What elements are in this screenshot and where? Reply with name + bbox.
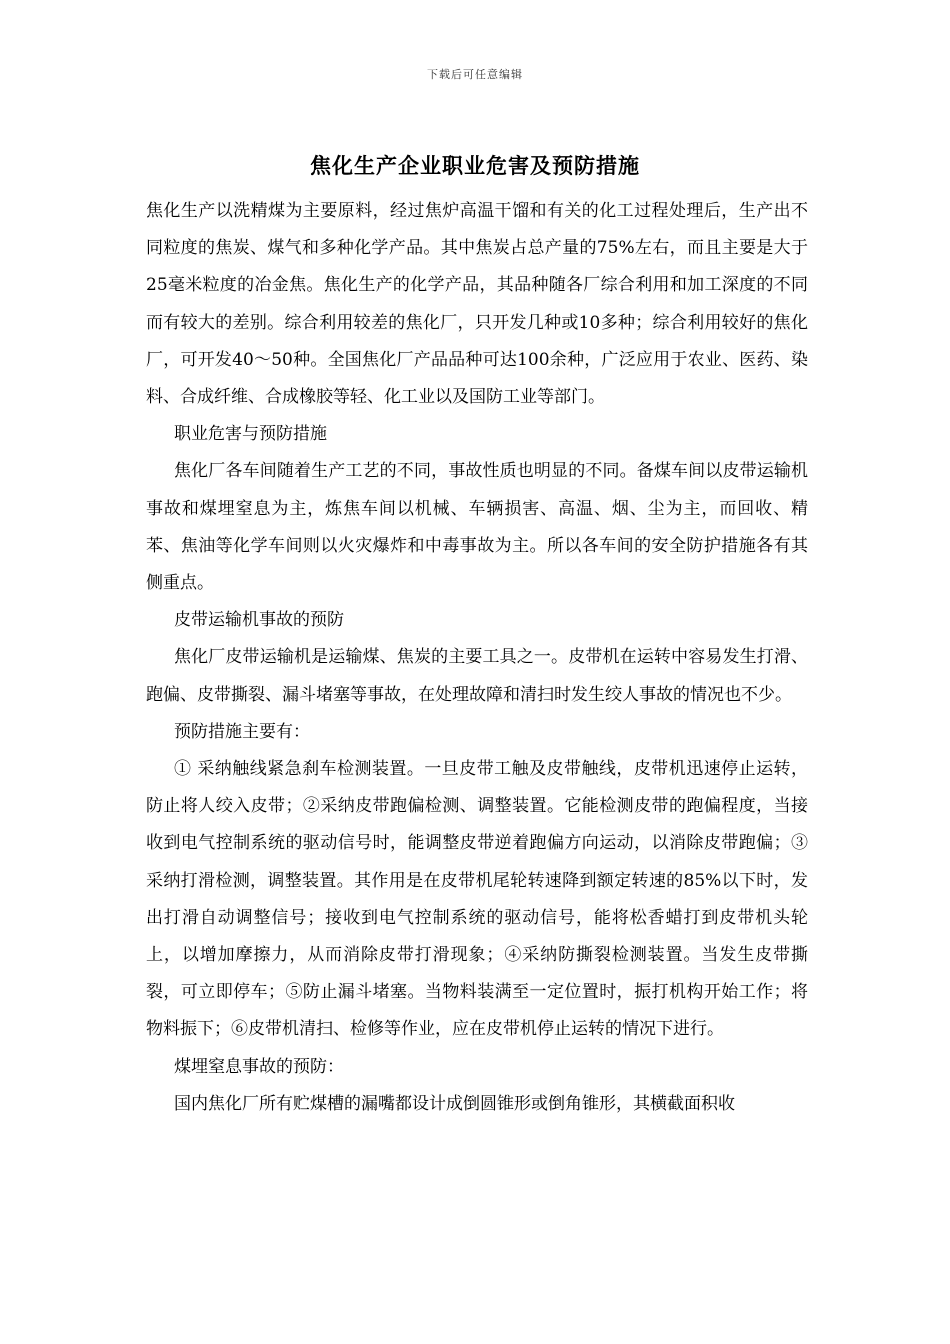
header-note: 下载后可任意编辑 (427, 68, 523, 81)
section-heading-hazards: 职业危害与预防措施 (174, 424, 327, 445)
document-body (146, 193, 808, 1123)
paragraph-workshops: 焦化厂各车间随着生产工艺的不同，事故性质也明显的不同。备煤车间以皮带运输机事故和煤埋窒息为主，炼焦车间以机械、车辆损害、高温、烟、尘为主，而回收、精苯、焦油等化学车间则以火灾爆炸和中毒事故为主。所以各车间的安全防护措施各有其侧重点。 (146, 461, 808, 594)
section-heading-measures: 预防措施主要有： (174, 721, 310, 742)
paragraph-intro: 焦化生产以洗精煤为主要原料，经过焦炉高温干馏和有关的化工过程处理后，生产出不同粒度的焦炭、煤气和多种化学产品。其中焦炭占总产量的75%左右，而且主要是大于25毫米粒度的冶金焦。焦化生产的化学产品，其品种随各厂综合利用和加工深度的不同而有较大的差别。综合利用较差的焦化厂，只开发几种或10多种；综合利用较好的焦化厂，可开发40～50种。全国焦化厂产品品种可达100余种，广泛应用于农业、医药、染料、合成纤维、合成橡胶等轻、化工业以及国防工业等部门。 (146, 201, 808, 408)
paragraph-belt-conveyor: 焦化厂皮带运输机是运输煤、焦炭的主要工具之一。皮带机在运转中容易发生打滑、跑偏、皮带撕裂、漏斗堵塞等事故，在处理故障和清扫时发生绞人事故的情况也不少。 (146, 647, 808, 705)
section-heading-coal-burial: 煤埋窒息事故的预防： (174, 1056, 344, 1077)
paragraph-measures-list: ① 采纳触线紧急刹车检测装置。一旦皮带工触及皮带触线，皮带机迅速停止运转，防止将人绞入皮带；②采纳皮带跑偏检测、调整装置。它能检测皮带的跑偏程度，当接收到电气控制系统的驱动信号时，能调整皮带逆着跑偏方向运动，以消除皮带跑偏；③采纳打滑检测，调整装置。其作用是在皮带机尾轮转速降到额定转速的85%以下时，发出打滑自动调整信号；接收到电气控制系统的驱动信号，能将松香蜡打到皮带机头轮上，以增加摩擦力，从而消除皮带打滑现象；④采纳防撕裂检测装置。当发生皮带撕裂，可立即停车；⑤防止漏斗堵塞。当物料装满至一定位置时，振打机构开始工作；将物料振下；⑥皮带机清扫、检修等作业，应在皮带机停止运转的情况下进行。 (146, 759, 808, 1040)
section-heading-belt-conveyor: 皮带运输机事故的预防 (174, 610, 344, 631)
paragraph-coal-burial: 国内焦化厂所有贮煤槽的漏嘴都设计成倒圆锥形或倒角锥形，其横截面积收 (174, 1093, 735, 1114)
page-title: 焦化生产企业职业危害及预防措施 (310, 154, 640, 178)
